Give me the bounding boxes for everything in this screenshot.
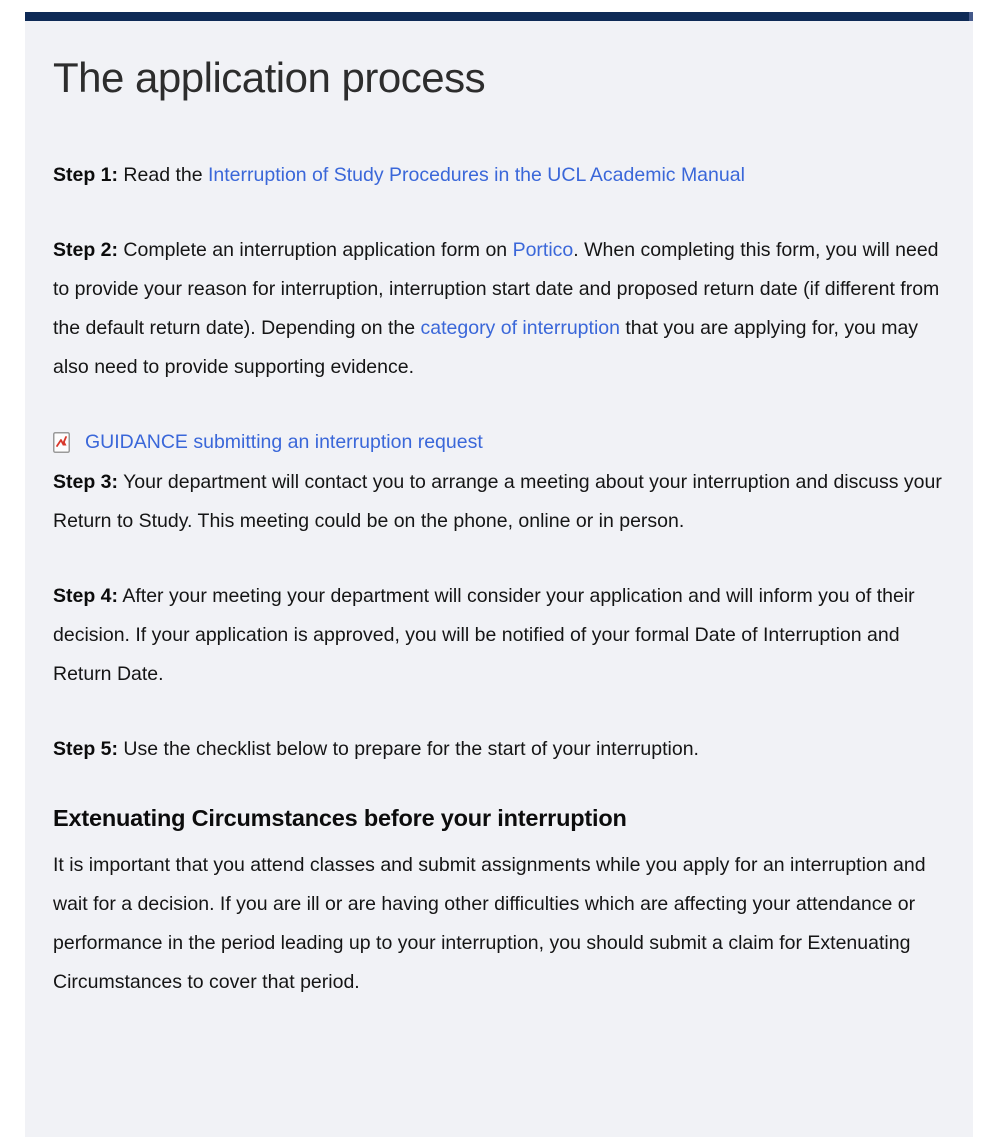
step-2-text-1: Complete an interruption application form on — [118, 239, 513, 262]
step-1-text: Read the — [118, 164, 208, 187]
academic-manual-link[interactable]: Interruption of Study Procedures in the UCL Academic Manual — [208, 164, 745, 187]
guidance-request-link[interactable]: GUIDANCE submitting an interruption request — [85, 431, 483, 454]
extenuating-circumstances-paragraph: It is important that you attend classes and submit assignments while you apply for an interruption and wait for a decision. If you are ill or are having other difficulties which are affecting your attendance or performance in the period leading up to your interruption, you should submit a claim for Extenuating Circumstances to cover that period. — [53, 854, 926, 994]
top-accent-bar-cap — [969, 12, 973, 21]
step-2-label: Step 2: — [53, 239, 119, 262]
step-5-label: Step 5: — [53, 738, 119, 761]
step-3-text: Your department will contact you to arrange a meeting about your interruption and discuss your Return to Study. This meeting could be on the phone, online or in person. — [53, 471, 942, 533]
guidance-pdf-row — [53, 423, 943, 462]
step-5-text: Use the checklist below to prepare for the start of your interruption. — [118, 738, 699, 761]
content-panel — [25, 12, 973, 1137]
page-title: The application process — [53, 54, 486, 101]
extenuating-circumstances-heading: Extenuating Circumstances before your interruption — [53, 805, 627, 832]
step-5-paragraph — [53, 730, 943, 769]
step-2-paragraph — [53, 231, 943, 387]
pdf-file-icon[interactable] — [53, 432, 70, 453]
category-of-interruption-link[interactable]: category of interruption — [420, 317, 620, 340]
content-inner — [25, 54, 973, 1078]
step-2-text-2: . When completing this form, you will need to provide your reason for interruption, interruption start date and proposed return date (if different from the default return date). Depending on the — [53, 239, 940, 340]
step-1-label: Step 1: — [53, 164, 119, 187]
step-2-text-3: that you are applying for, you may also need to provide supporting evidence. — [53, 317, 919, 379]
step-4-label: Step 4: — [53, 585, 119, 608]
top-accent-bar — [25, 12, 973, 21]
step-4-paragraph — [53, 577, 943, 694]
step-4-text: After your meeting your department will consider your application and will inform you of their decision. If your application is approved, you will be notified of your formal Date of Interruption and Return Date. — [53, 585, 915, 686]
step-3-paragraph — [53, 463, 943, 541]
portico-link[interactable]: Portico — [512, 239, 574, 262]
step-3-label: Step 3: — [53, 471, 119, 494]
step-1-paragraph — [53, 156, 943, 195]
